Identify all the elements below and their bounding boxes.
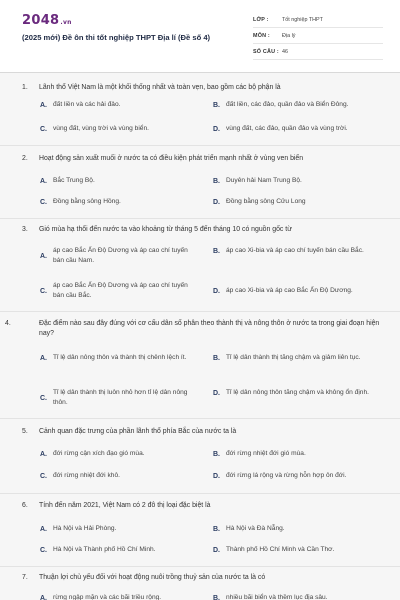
- option-d[interactable]: D. Đồng bằng sông Cửu Long: [213, 198, 306, 206]
- question-divider: [0, 566, 400, 567]
- question-stem: 2. Hoạt động sản xuất muối ở nước ta có điều kiện phát triển mạnh nhất ở vùng ven biển: [22, 155, 304, 162]
- option-d[interactable]: D. đới rừng lá rộng và rừng hỗn hợp ôn đới.: [213, 472, 347, 480]
- option-c[interactable]: C. áp cao Bắc Ấn Độ Dương và áp cao chí tuyến bán cầu Bắc.: [40, 282, 188, 299]
- meta-row-subject: MÔN : Địa lý: [253, 28, 383, 44]
- question-divider: [0, 311, 400, 312]
- question-divider: [0, 218, 400, 219]
- option-b[interactable]: B. áp cao Xi-bia và áp cao chí tuyến bán cầu Bắc.: [213, 247, 364, 255]
- question-stem: 4. Đặc điểm nào sau đây đúng với cơ cấu dân số phân theo thành thị và nông thôn ở nước ta trong giai đoạn hiện nay?: [5, 320, 380, 337]
- question-stem: 7. Thuận lợi chủ yếu đối với hoạt động nuôi trồng thuỷ sản của nước ta là có: [22, 574, 266, 581]
- option-b[interactable]: B. đới rừng nhiệt đới gió mùa.: [213, 450, 306, 458]
- exam-title: (2025 mới) Đề ôn thi tốt nghiệp THPT Địa lí (Đề số 4): [22, 33, 211, 42]
- option-b[interactable]: B. Duyên hải Nam Trung Bộ.: [213, 177, 302, 185]
- option-d[interactable]: D. vùng đất, các đảo, quần đảo và vùng trời.: [213, 125, 348, 133]
- option-c[interactable]: C. Tỉ lệ dân thành thị luôn nhỏ hơn tỉ lệ dân nông thôn.: [40, 389, 188, 406]
- option-a[interactable]: A. rừng ngập mặn và các bãi triều rộng.: [40, 594, 162, 600]
- option-b[interactable]: B. nhiều bãi biển và thềm lục địa sâu.: [213, 594, 328, 600]
- question-stem: 5. Cảnh quan đặc trưng của phần lãnh thổ phía Bắc của nước ta là: [22, 428, 237, 435]
- option-a[interactable]: A. Tỉ lệ dân nông thôn và thành thị chênh lệch ít.: [40, 354, 187, 362]
- option-b[interactable]: B. đất liền, các đảo, quần đảo và Biển Đông.: [213, 101, 349, 109]
- option-a[interactable]: A. đới rừng cận xích đạo gió mùa.: [40, 450, 145, 458]
- option-d[interactable]: D. áp cao Xi-bia và áp cao Bắc Ấn Độ Dương.: [213, 287, 353, 295]
- question-list: [0, 73, 400, 600]
- option-a[interactable]: A. áp cao Bắc Ấn Độ Dương và áp cao chí tuyến bán cầu Nam.: [40, 247, 188, 264]
- site-logo[interactable]: 2048.vn: [22, 13, 72, 28]
- option-c[interactable]: C. đới rừng nhiệt đới khô.: [40, 472, 120, 480]
- option-b[interactable]: B. Tỉ lệ dân thành thị tăng chậm và giảm liên tục.: [213, 354, 361, 362]
- option-a[interactable]: A. đất liền và các hải đảo.: [40, 101, 121, 109]
- option-b[interactable]: B. Hà Nội và Đà Nẵng.: [213, 525, 285, 533]
- option-a[interactable]: A. Bắc Trung Bộ.: [40, 177, 95, 185]
- option-d[interactable]: D. Thành phố Hồ Chí Minh và Cần Thơ.: [213, 546, 335, 554]
- question-divider: [0, 493, 400, 494]
- question-divider: [0, 145, 400, 146]
- question-stem: 6. Tính đến năm 2021, Việt Nam có 2 đô thị loại đặc biệt là: [22, 502, 211, 509]
- question-divider: [0, 418, 400, 419]
- option-c[interactable]: C. Hà Nội và Thành phố Hồ Chí Minh.: [40, 546, 156, 554]
- meta-row-count: SỐ CÂU : 46: [253, 44, 383, 60]
- option-a[interactable]: A. Hà Nội và Hải Phòng.: [40, 525, 117, 533]
- option-c[interactable]: C. vùng đất, vùng trời và vùng biển.: [40, 125, 149, 133]
- question-stem: 3. Gió mùa hạ thổi đến nước ta vào khoảng từ tháng 5 đến tháng 10 có nguồn gốc từ: [22, 226, 292, 233]
- option-d[interactable]: D. Tỉ lệ dân nông thôn tăng chậm và không ổn định.: [213, 389, 369, 397]
- exam-meta: [253, 12, 383, 60]
- question-stem: 1. Lãnh thổ Việt Nam là một khối thống nhất và toàn vẹn, bao gồm các bộ phận là: [22, 84, 281, 91]
- meta-row-class: LỚP : Tốt nghiệp THPT: [253, 12, 383, 28]
- exam-header: [0, 0, 400, 72]
- option-c[interactable]: C. Đồng bằng sông Hồng.: [40, 198, 121, 206]
